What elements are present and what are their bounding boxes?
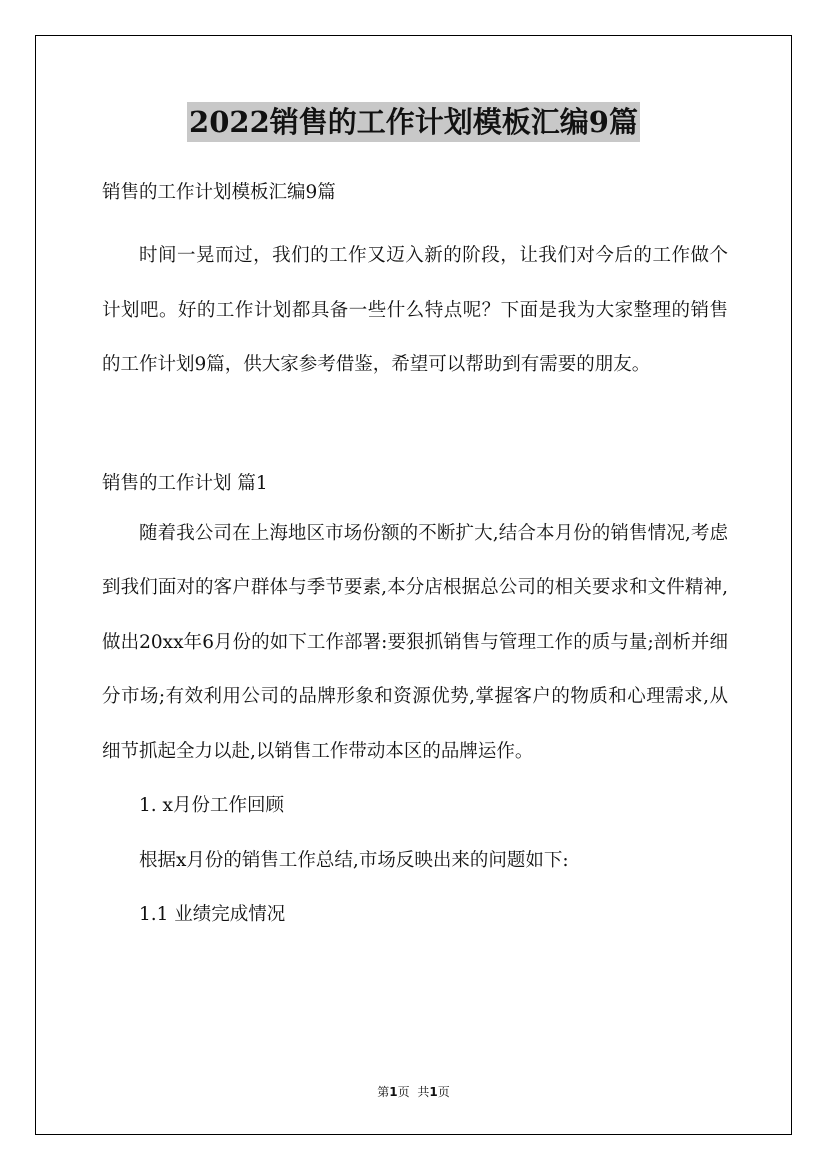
intro-paragraph: 时间一晃而过，我们的工作又迈入新的阶段，让我们对今后的工作做个计划吧。好的工作计划都具备一些什么特点呢？下面是我为大家整理的销售的工作计划9篇，供大家参考借鉴，希望可以帮助到有需要的朋友。 [102,245,728,375]
footer-page-unit: 页 [397,1085,410,1099]
document-title: 2022销售的工作计划模板汇编9篇 [187,102,640,142]
footer-total-prefix: 共 [417,1085,430,1099]
title-wrap [0,102,827,142]
list-item-1: 1. x月份工作回顾 [139,795,284,816]
section-heading: 销售的工作计划 篇1 [102,472,268,494]
footer-total-number: 1 [429,1085,438,1099]
section-paragraph: 随着我公司在上海地区市场份额的不断扩大,结合本月份的销售情况,考虑到我们面对的客户群体与季节要素,本分店根据总公司的相关要求和文件精神,做出20xx年6月份的如下工作部署:要狠抓销售与管理工作的质与量;剖析并细分市场;有效利用公司的品牌形象和资源优势,掌握客户的物质和心理需求,从细节抓起全力以赴,以销售工作带动本区的品牌运作。 [102,522,728,762]
page-footer [0,1083,827,1101]
footer-prefix: 第 [377,1085,390,1099]
footer-page-number: 1 [389,1085,398,1099]
footer-total-unit: 页 [437,1085,450,1099]
list-item-1-1: 1.1 业绩完成情况 [139,904,286,925]
document-body [102,174,728,943]
list-item-1-text: 根据x月份的销售工作总结,市场反映出来的问题如下: [139,849,569,871]
document-subtitle: 销售的工作计划模板汇编9篇 [102,182,336,203]
